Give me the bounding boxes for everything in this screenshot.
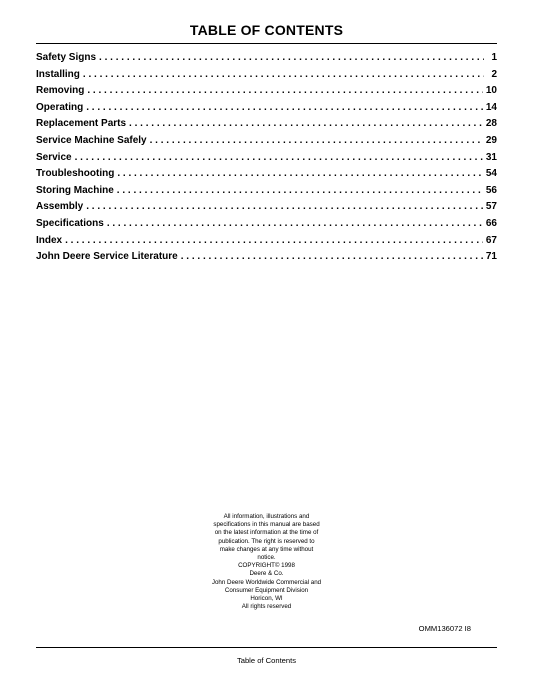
toc-entry-page: 14 — [485, 101, 497, 113]
toc-entry-operating[interactable] — [36, 102, 497, 119]
dot-leader — [86, 102, 483, 113]
toc-entry-removing[interactable] — [36, 85, 497, 102]
toc-entry-service[interactable] — [36, 152, 497, 169]
toc-entry-page: 28 — [485, 118, 497, 130]
dot-leader — [83, 69, 484, 80]
toc-entry-installing[interactable] — [36, 69, 497, 86]
toc-entry-page: 54 — [485, 168, 497, 180]
page-footer: Table of Contents — [236, 656, 297, 665]
toc-entry-page: 10 — [485, 85, 497, 97]
toc-entry-specifications[interactable] — [36, 218, 497, 235]
toc-entry-page: 71 — [485, 251, 497, 263]
toc-entry-index[interactable] — [36, 235, 497, 252]
toc-entry-label: Installing — [36, 68, 80, 80]
notice-line: Horicon, WI — [250, 595, 283, 603]
dot-leader — [181, 251, 483, 262]
dot-leader — [87, 85, 483, 96]
toc-entry-page: 29 — [485, 134, 497, 146]
toc-entry-label: Operating — [36, 101, 84, 113]
dot-leader — [99, 52, 484, 63]
document-part-number: OMM136072 I8 — [418, 624, 471, 633]
dot-leader — [129, 118, 483, 129]
footer-divider — [36, 647, 497, 648]
toc-entry-label: Safety Signs — [36, 52, 97, 63]
toc-entry-troubleshooting[interactable] — [36, 168, 497, 185]
notice-line: on the latest information at the time of — [214, 529, 319, 537]
toc-entry-page: 31 — [485, 151, 497, 163]
notice-line: All information, illustrations and — [223, 513, 310, 520]
notice-line: publication. The right is reserved to — [218, 537, 315, 545]
page-title: TABLE OF CONTENTS — [189, 22, 344, 38]
toc-entry-storing-machine[interactable] — [36, 185, 497, 202]
dot-leader — [86, 201, 483, 212]
toc-entry-safety-signs[interactable] — [36, 52, 497, 69]
toc-entry-page: 2 — [491, 68, 497, 80]
toc-entry-label: Service — [36, 151, 72, 163]
notice-line: Consumer Equipment Division — [224, 586, 309, 594]
toc-entry-label: Troubleshooting — [36, 168, 115, 180]
title-divider — [36, 43, 497, 44]
notice-line: specifications in this manual are based — [213, 521, 320, 529]
table-of-contents — [36, 52, 497, 268]
toc-entry-label: Storing Machine — [36, 184, 114, 196]
copyright-notice — [196, 513, 337, 611]
dot-leader — [150, 135, 483, 146]
toc-entry-page: 66 — [485, 217, 497, 229]
toc-entry-john-deere-service-literature[interactable] — [36, 251, 497, 268]
toc-entry-label: Replacement Parts — [36, 118, 127, 130]
toc-entry-replacement-parts[interactable] — [36, 118, 497, 135]
dot-leader — [75, 152, 483, 163]
notice-line: Deere & Co. — [249, 570, 284, 578]
toc-entry-page: 67 — [485, 234, 497, 246]
notice-line: COPYRIGHT© 1998 — [238, 562, 295, 570]
dot-leader — [117, 185, 483, 196]
toc-entry-page: 56 — [485, 184, 497, 196]
toc-entry-label: Specifications — [36, 217, 104, 229]
notice-line: notice. — [257, 554, 276, 562]
notice-line: make changes at any time without — [219, 545, 314, 553]
toc-entry-label: Assembly — [36, 201, 84, 213]
toc-entry-service-machine-safely[interactable] — [36, 135, 497, 152]
toc-entry-assembly[interactable] — [36, 201, 497, 218]
notice-line: John Deere Worldwide Commercial and — [211, 578, 322, 586]
dot-leader — [107, 218, 483, 229]
dot-leader — [117, 168, 483, 179]
dot-leader — [65, 235, 483, 246]
toc-entry-label: Removing — [36, 85, 85, 97]
notice-line: All rights reserved — [241, 603, 292, 611]
toc-entry-label: Index — [36, 234, 63, 246]
toc-entry-page: 57 — [485, 201, 497, 213]
toc-entry-label: Service Machine Safely — [36, 134, 147, 146]
toc-entry-page: 1 — [491, 52, 497, 63]
toc-entry-label: John Deere Service Literature — [36, 251, 178, 263]
